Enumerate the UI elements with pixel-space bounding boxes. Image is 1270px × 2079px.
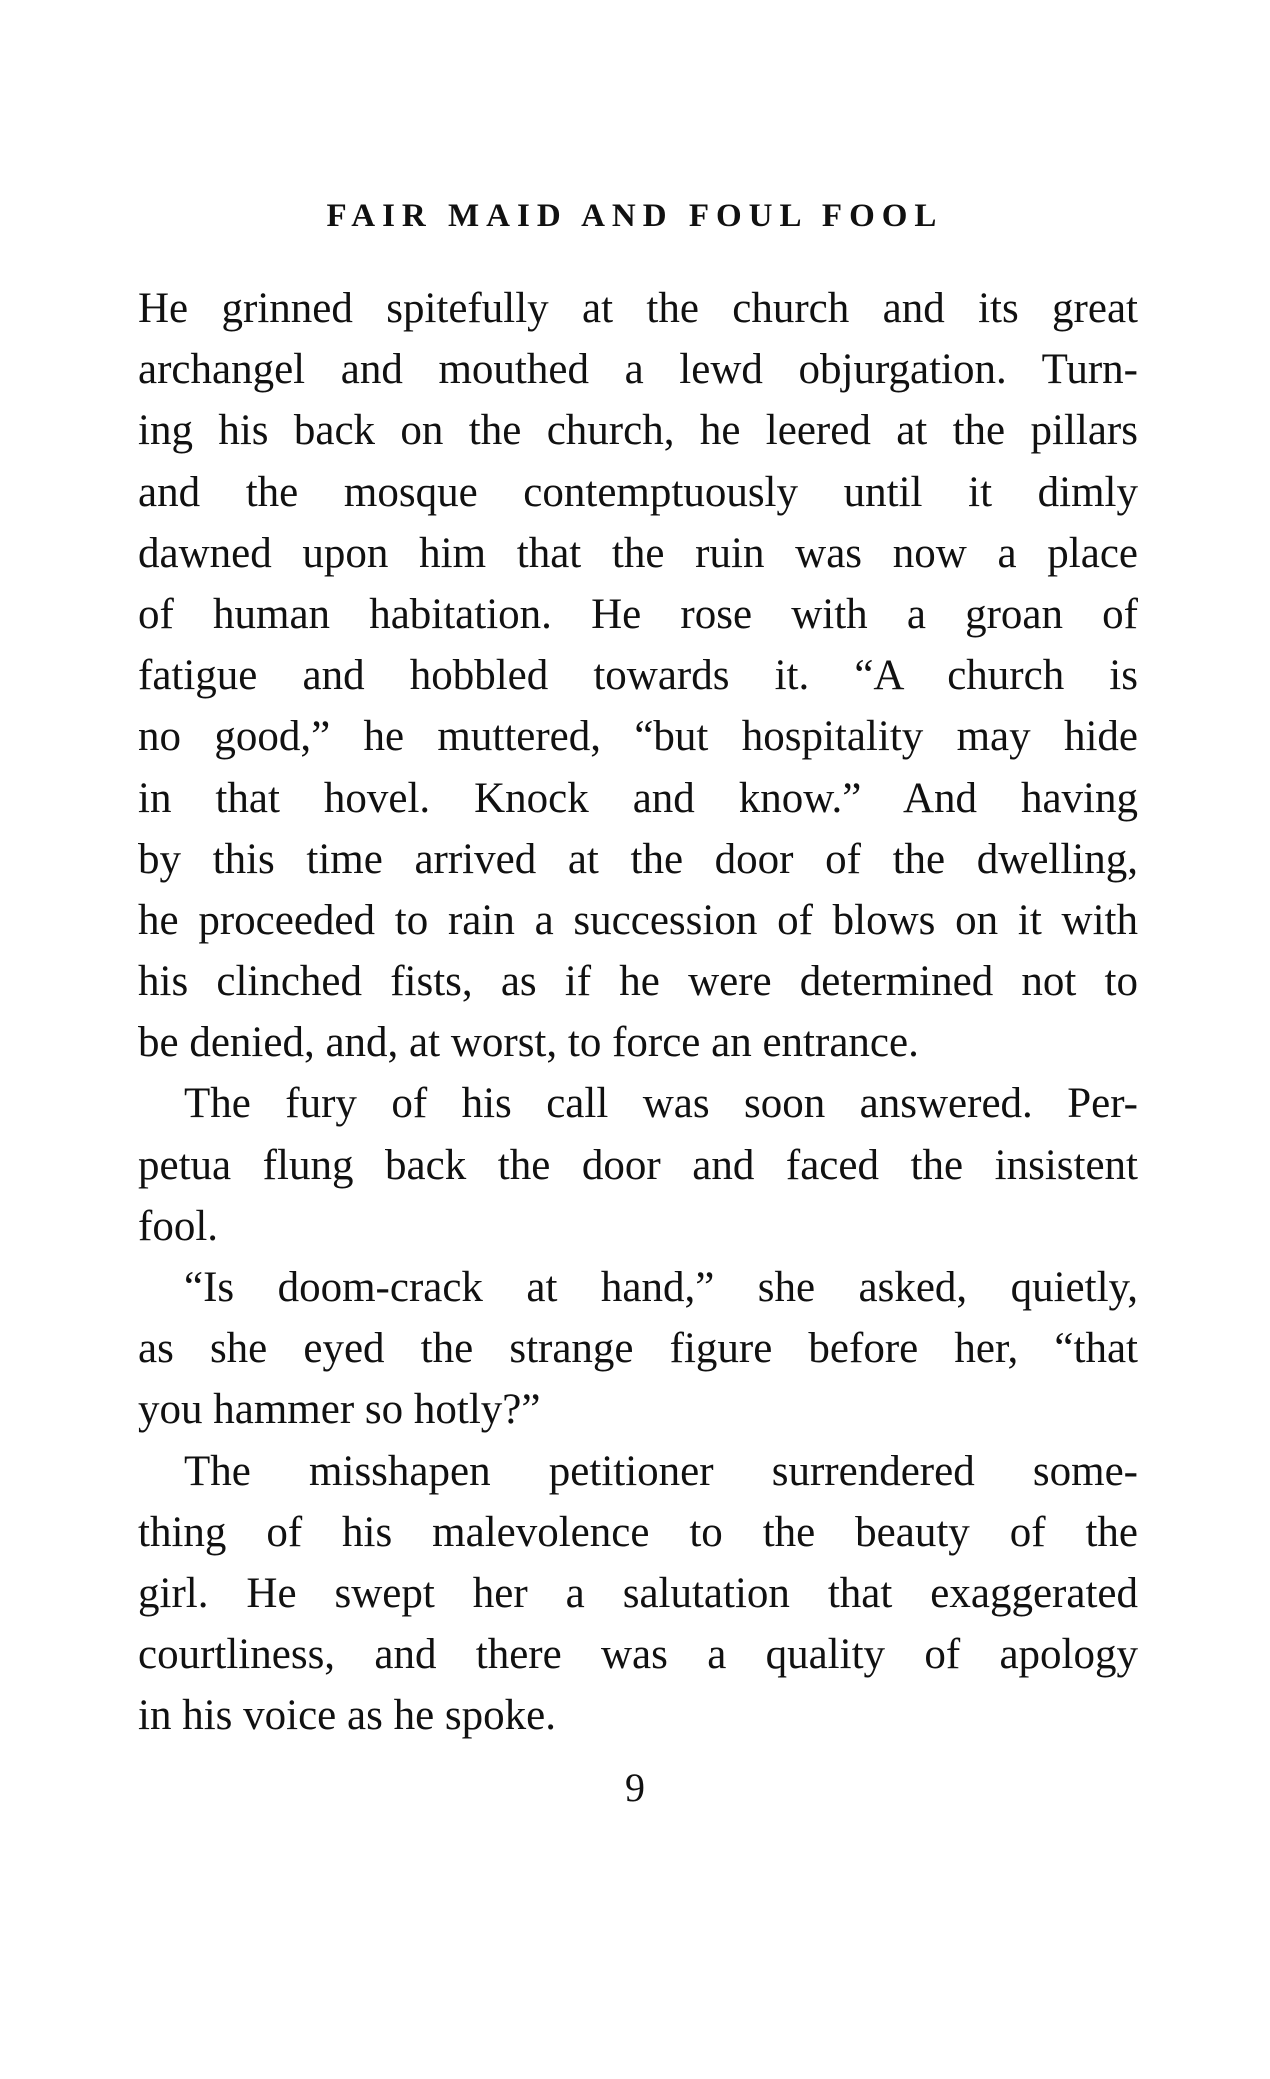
text-line: girl. He swept her a salutation that exaggerated: [138, 1569, 1138, 1617]
text-line: no good,” he muttered, “but hospitality may hide: [138, 713, 1138, 761]
running-head: FAIR MAID AND FOUL FOOL: [326, 198, 944, 234]
text-line: “Is doom-crack at hand,” she asked, quietly,: [184, 1264, 1138, 1311]
text-line: you hammer so hotly?”: [138, 1386, 541, 1434]
text-line: in his voice as he spoke.: [138, 1692, 556, 1740]
text-line: of human habitation. He rose with a groan of: [138, 590, 1138, 638]
text-line: The fury of his call was soon answered. Per-: [184, 1080, 1138, 1128]
page-number: 9: [625, 1765, 645, 1810]
text-line: He grinned spitefully at the church and its great: [138, 285, 1138, 332]
text-line: his clinched fists, as if he were determined not to: [138, 958, 1138, 1006]
text-line: ing his back on the church, he leered at the pillars: [138, 407, 1138, 455]
text-line: by this time arrived at the door of the dwelling,: [138, 835, 1138, 883]
text-line: fatigue and hobbled towards it. “A church is: [138, 652, 1138, 700]
text-line: petua flung back the door and faced the insistent: [138, 1141, 1138, 1189]
text-line: he proceeded to rain a succession of blows on it with: [138, 896, 1138, 944]
text-line: as she eyed the strange figure before her, “that: [138, 1325, 1138, 1373]
text-line: thing of his malevolence to the beauty of the: [138, 1508, 1138, 1556]
text-line: fool.: [138, 1202, 219, 1250]
text-line: and the mosque contemptuously until it dimly: [138, 468, 1138, 516]
text-line: courtliness, and there was a quality of apology: [138, 1631, 1138, 1679]
text-line: The misshapen petitioner surrendered some-: [184, 1447, 1138, 1495]
text-line: dawned upon him that the ruin was now a place: [138, 529, 1138, 577]
text-line: be denied, and, at worst, to force an entrance.: [138, 1019, 919, 1067]
text-line: in that hovel. Knock and know.” And having: [138, 774, 1138, 822]
body-text: [138, 278, 1138, 1747]
text-line: archangel and mouthed a lewd objurgation. Turn-: [138, 346, 1138, 394]
